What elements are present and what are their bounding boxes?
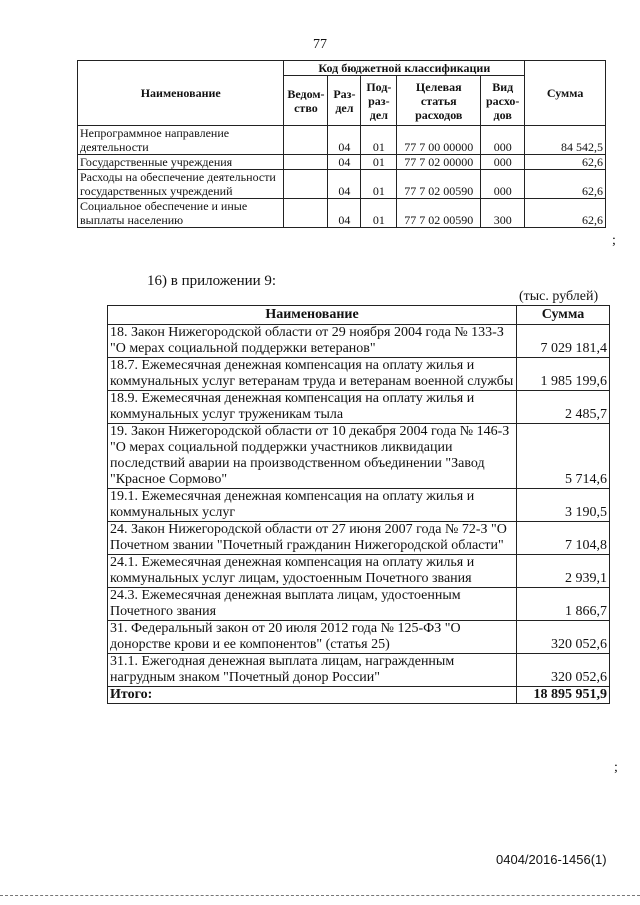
budget-classification-table xyxy=(77,60,606,228)
table-row xyxy=(108,358,610,391)
t2-cell-sum: 7 029 181,4 xyxy=(517,325,610,358)
t2-cell-name: 31.1. Ежегодная денежная выплата лицам, награжденным нагрудным знаком "Почетный донор России" xyxy=(108,654,517,687)
t1-cell-subsection: 01 xyxy=(361,170,397,199)
table-row xyxy=(108,325,610,358)
t2-cell-sum: 7 104,8 xyxy=(517,522,610,555)
t2-cell-sum: 3 190,5 xyxy=(517,489,610,522)
t1-cell-section: 04 xyxy=(328,126,361,155)
t1-header-section: Раз- дел xyxy=(328,76,361,126)
table-row xyxy=(78,126,606,155)
document-code: 0404/2016-1456(1) xyxy=(496,852,607,867)
t1-cell-target: 77 7 00 00000 xyxy=(397,126,481,155)
t1-cell-name: Непрограммное направление деятельности xyxy=(78,126,284,155)
t2-cell-name: 18. Закон Нижегородской области от 29 ноября 2004 года № 133-З "О мерах социальной поддержки ветеранов" xyxy=(108,325,517,358)
t2-cell-name: 19. Закон Нижегородской области от 10 декабря 2004 года № 146-З "О мерах социальной поддержки участников ликвидации последствий аварии на производственном объединении "Завод "Красное Сормово" xyxy=(108,424,517,489)
t2-cell-sum: 320 052,6 xyxy=(517,654,610,687)
t1-cell-section: 04 xyxy=(328,199,361,228)
total-label: Итого: xyxy=(108,687,517,704)
t1-cell-name: Расходы на обеспечение деятельности государственных учреждений xyxy=(78,170,284,199)
t1-cell-target: 77 7 02 00000 xyxy=(397,155,481,170)
t1-cell-name: Государственные учреждения xyxy=(78,155,284,170)
t1-cell-dept xyxy=(284,126,328,155)
t1-cell-type: 300 xyxy=(481,199,525,228)
t1-header-type: Вид расхо- дов xyxy=(481,76,525,126)
t1-cell-target: 77 7 02 00590 xyxy=(397,170,481,199)
t1-cell-subsection: 01 xyxy=(361,155,397,170)
t1-cell-dept xyxy=(284,199,328,228)
table-row xyxy=(108,555,610,588)
t1-cell-target: 77 7 02 00590 xyxy=(397,199,481,228)
t1-cell-dept xyxy=(284,170,328,199)
t1-cell-type: 000 xyxy=(481,155,525,170)
t1-header-target: Целевая статья расходов xyxy=(397,76,481,126)
t2-cell-sum: 320 052,6 xyxy=(517,621,610,654)
page-number: 77 xyxy=(313,37,327,52)
t1-cell-section: 04 xyxy=(328,155,361,170)
total-sum: 18 895 951,9 xyxy=(517,687,610,704)
table-row xyxy=(108,391,610,424)
t2-cell-sum: 1 866,7 xyxy=(517,588,610,621)
t1-cell-name: Социальное обеспечение и иные выплаты населению xyxy=(78,199,284,228)
t1-cell-sum: 62,6 xyxy=(525,199,606,228)
t1-terminator: ; xyxy=(612,233,616,248)
t1-cell-subsection: 01 xyxy=(361,199,397,228)
t2-cell-sum: 1 985 199,6 xyxy=(517,358,610,391)
t1-cell-type: 000 xyxy=(481,126,525,155)
bottom-divider xyxy=(0,895,640,896)
t1-cell-sum: 84 542,5 xyxy=(525,126,606,155)
t2-header-name: Наименование xyxy=(108,306,517,325)
table-row xyxy=(108,424,610,489)
table-row xyxy=(78,170,606,199)
t1-header-group: Код бюджетной классификации xyxy=(284,61,525,76)
t2-cell-name: 24. Закон Нижегородской области от 27 июня 2007 года № 72-З "О Почетном звании "Почетный гражданин Нижегородской области" xyxy=(108,522,517,555)
t1-header-name: Наименование xyxy=(78,61,284,126)
t1-cell-sum: 62,6 xyxy=(525,170,606,199)
t2-cell-name: 24.3. Ежемесячная денежная выплата лицам, удостоенным Почетного звания xyxy=(108,588,517,621)
t2-header-sum: Сумма xyxy=(517,306,610,325)
t1-header-subsection: Под- раз- дел xyxy=(361,76,397,126)
t2-cell-name: 31. Федеральный закон от 20 июля 2012 года № 125-ФЗ "О донорстве крови и ее компонентов" (статья 25) xyxy=(108,621,517,654)
t2-cell-name: 19.1. Ежемесячная денежная компенсация на оплату жилья и коммунальных услуг xyxy=(108,489,517,522)
t2-cell-sum: 5 714,6 xyxy=(517,424,610,489)
t2-cell-name: 18.7. Ежемесячная денежная компенсация на оплату жилья и коммунальных услуг ветеранам труда и ветеранам военной службы xyxy=(108,358,517,391)
t1-cell-subsection: 01 xyxy=(361,126,397,155)
t1-cell-dept xyxy=(284,155,328,170)
table-row xyxy=(108,654,610,687)
table-row xyxy=(108,588,610,621)
section-intro: 16) в приложении 9: xyxy=(147,273,277,289)
t2-cell-sum: 2 939,1 xyxy=(517,555,610,588)
table-row xyxy=(78,199,606,228)
t1-cell-sum: 62,6 xyxy=(525,155,606,170)
t2-terminator: ; xyxy=(614,760,618,775)
table-row xyxy=(78,155,606,170)
t2-cell-sum: 2 485,7 xyxy=(517,391,610,424)
t1-header-sum: Сумма xyxy=(525,61,606,126)
appendix-9-table xyxy=(107,305,610,704)
total-row xyxy=(108,687,610,704)
t2-cell-name: 24.1. Ежемесячная денежная компенсация на оплату жилья и коммунальных услуг лицам, удостоенным Почетного звания xyxy=(108,555,517,588)
t1-cell-section: 04 xyxy=(328,170,361,199)
units-label: (тыс. рублей) xyxy=(519,289,599,304)
table-row xyxy=(108,621,610,654)
table-row xyxy=(108,522,610,555)
t1-cell-type: 000 xyxy=(481,170,525,199)
t1-header-dept: Ведом- ство xyxy=(284,76,328,126)
table-row xyxy=(108,489,610,522)
t2-cell-name: 18.9. Ежемесячная денежная компенсация на оплату жилья и коммунальных услуг труженикам тыла xyxy=(108,391,517,424)
